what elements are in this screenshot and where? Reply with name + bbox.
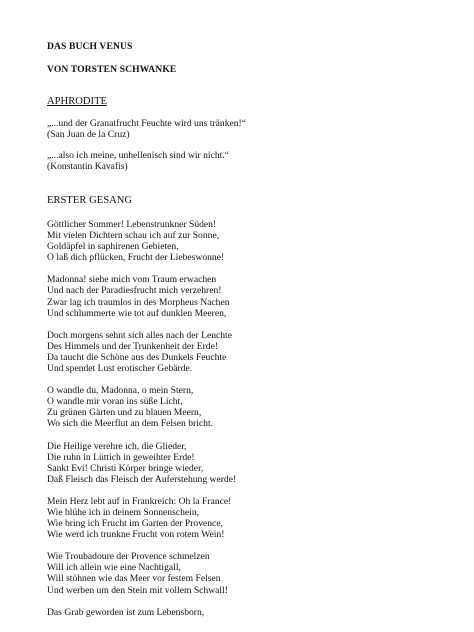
verse-line: Mein Herz lebt auf in Frankreich: Oh la France!: [47, 495, 232, 507]
verse-line: Will stöhnen wie das Meer vor festem Felsen: [47, 573, 221, 585]
stanza-1: [47, 219, 454, 263]
verse-line: Goldäpfel in saphirenen Gebieten,: [47, 241, 179, 253]
verse-line: Daß Fleisch das Fleisch der Auferstehung werde!: [47, 473, 237, 485]
epigraph-source: (San Juan de la Cruz): [47, 129, 130, 140]
verse-line: Wo sich die Meerflut an dem Felsen bricht.: [47, 418, 214, 430]
stanza-4: [47, 385, 454, 429]
author-line: VON TORSTEN SCHWANKE: [47, 64, 177, 75]
verse-line: Will ich allein wie eine Nachtigall,: [47, 562, 181, 574]
section-heading-aphrodite: APHRODITE: [47, 96, 108, 107]
verse-line: O wandle mir voran ins süße Licht,: [47, 396, 183, 408]
stanza-3: [47, 330, 454, 374]
verse-line: Göttlicher Sommer! Lebenstrunkner Süden!: [47, 219, 217, 230]
verse-line: Das Grab geworden ist zum Lebensborn,: [47, 606, 205, 618]
verse-line: Zu grünen Gärten und zu blauen Meern,: [47, 407, 202, 419]
document-title: DAS BUCH VENUS: [47, 41, 133, 52]
stanza-7: [47, 551, 454, 595]
verse-line: Und schlummerte wie tot auf dunklen Meeren,: [47, 307, 227, 319]
stanza-5: [47, 441, 454, 485]
epigraph-quote: „...und der Granatfrucht Feuchte wird uns tränken!“: [47, 118, 246, 129]
verse-line: Wie Troubadoure der Provence schmelzen: [47, 551, 210, 563]
stanza-2: [47, 274, 454, 318]
verse-line: Und werben um den Stein mit vollem Schwall!: [47, 584, 228, 596]
stanza-8: [47, 607, 454, 618]
verse-line: Und nach der Paradiesfrucht mich verzehren!: [47, 285, 222, 297]
canto-heading: ERSTER GESANG: [47, 195, 133, 206]
epigraph-quote: „...also ich meine, unhellenisch sind wir nicht.“: [47, 150, 229, 161]
verse-line: Da taucht die Schöne aus des Dunkels Feuchte: [47, 351, 227, 363]
verse-line: Mit vielen Dichtern schau ich auf zur Sonne,: [47, 230, 220, 242]
verse-line: O laß dich pflücken, Frucht der Liebeswonne!: [47, 252, 225, 264]
verse-line: Wie werd ich trunkne Frucht von rotem Wein!: [47, 529, 225, 541]
verse-line: Madonna! siehe mich vom Traum erwachen: [47, 274, 217, 286]
verse-line: Die ruhn in Lüttich in geweihter Erde!: [47, 451, 195, 463]
verse-line: Wie blühe ich in deinem Sonnenschein,: [47, 506, 200, 518]
poem-body: [47, 219, 454, 618]
stanza-6: [47, 496, 454, 540]
verse-line: Wie bring ich Frucht im Garten der Provence,: [47, 518, 223, 530]
epigraph-source: (Konstantin Kavafis): [47, 161, 128, 172]
verse-line: Sankt Evi! Christi Körper bringe wieder,: [47, 462, 204, 474]
verse-line: Des Himmels und der Trunkenheit der Erde!: [47, 340, 219, 352]
verse-line: Die Heilige verehre ich, die Glieder,: [47, 440, 187, 452]
verse-line: Zwar lag ich traumlos in des Morpheus Nachen: [47, 296, 230, 308]
verse-line: Und spendet Lust erotischer Gebärde.: [47, 363, 193, 375]
verse-line: O wandle du, Madonna, o mein Stern,: [47, 385, 194, 397]
epigraph-1: [47, 118, 454, 140]
epigraph-2: [47, 150, 454, 172]
verse-line: Doch morgens sehnt sich alles nach der Leuchte: [47, 329, 232, 341]
